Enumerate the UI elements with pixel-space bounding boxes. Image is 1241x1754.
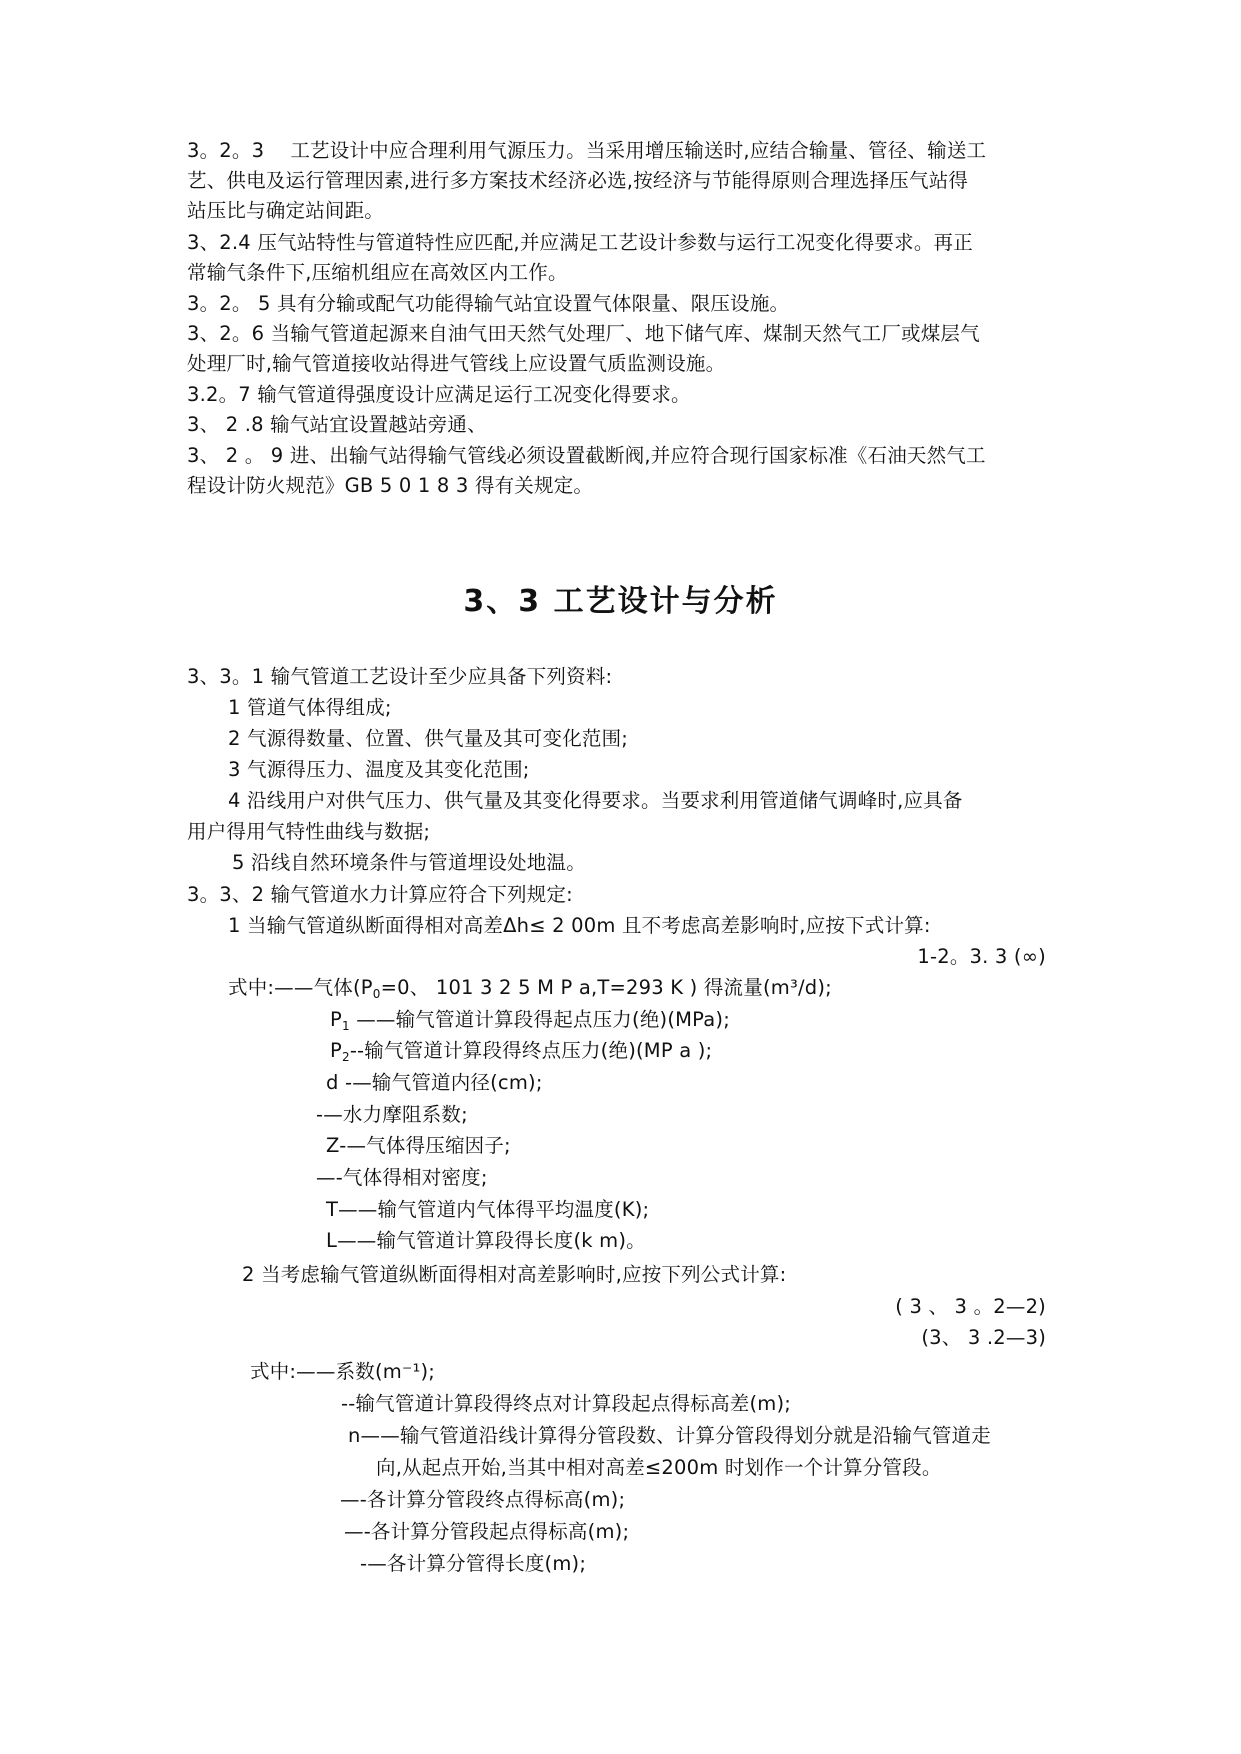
def-n-line2: 向,从起点开始,当其中相对高差≤200m 时划作一个计算分管段。 (376, 1456, 942, 1479)
para-3-2-6-line1: 3、2。6 当输气管道起源来自油气田天然气处理厂、地下储气库、煤制天然气工厂或煤层气 (187, 322, 980, 345)
list-item-4-line2: 用户得用气特性曲线与数据; (187, 820, 431, 843)
list-item-4-line1: 4 沿线用户对供气压力、供气量及其变化得要求。当要求利用管道储气调峰时,应具备 (228, 789, 963, 812)
section-heading: 3、3 工艺设计与分析 (463, 584, 778, 619)
def-a: 式中:——系数(m⁻¹); (250, 1360, 436, 1383)
para-3-2-4-line1: 3、2.4 压气站特性与管道特性应匹配,并应满足工艺设计参数与运行工况变化得要求。再正 (187, 231, 973, 254)
para-3-2-9-line2: 程设计防火规范》GB 5 0 1 8 3 得有关规定。 (187, 474, 594, 497)
equation-number-1: 1-2。3. 3 (∞) (917, 945, 1046, 968)
def-d: d -—输气管道内径(cm); (326, 1071, 543, 1094)
def-p2: $P_2--$输气管道计算段得终点压力(绝)(MP a ); (330, 1039, 713, 1064)
para-3-2-6-line2: 处理厂时,输气管道接收站得进气管线上应设置气质监测设施。 (187, 352, 726, 375)
para-3-2-5: 3。2。 5 具有分输或配气功能得输气站宜设置气体限量、限压设施。 (187, 292, 790, 315)
def-li: -—各计算分管得长度(m); (360, 1552, 587, 1575)
equation-number-3: (3、 3 .2—3) (921, 1326, 1046, 1349)
list-item-3: 3 气源得压力、温度及其变化范围; (228, 758, 530, 781)
def-t: T——输气管道内气体得平均温度(K); (326, 1198, 650, 1221)
para-3-2-4-line2: 常输气条件下,压缩机组应在高效区内工作。 (187, 261, 568, 284)
list-item-1: 1 管道气体得组成; (228, 696, 392, 719)
sub-item-1: 1 当输气管道纵断面得相对高差Δh≤ 2 00m 且不考虑高差影响时,应按下式计算: (228, 914, 931, 937)
def-delta: —-气体得相对密度; (316, 1166, 488, 1189)
sub-item-2: 2 当考虑输气管道纵断面得相对高差影响时,应按下列公式计算: (242, 1263, 787, 1286)
def-hi-1: —-各计算分管段起点得标高(m); (344, 1520, 630, 1543)
equation-number-2: ( 3 、 3 。2—2) (895, 1295, 1046, 1318)
def-flow-rate: 式中:——气体($P_0=0$、 101 3 2 5 M P a,T=293 K ) 得流量(m³/d); (228, 976, 832, 1001)
para-3-2-9-line1: 3、 2 。 9 进、出输气站得输气管线必须设置截断阀,并应符合现行国家标准《石油天然气工 (187, 444, 986, 467)
def-delta-h: --输气管道计算段得终点对计算段起点得标高差(m); (341, 1392, 792, 1415)
list-item-2: 2 气源得数量、位置、供气量及其可变化范围; (228, 727, 629, 750)
def-l: L——输气管道计算段得长度(k m)。 (326, 1229, 646, 1252)
def-lambda: -—水力摩阻系数; (316, 1103, 468, 1126)
para-3-2-3-line1: 3。2。3 工艺设计中应合理利用气源压力。当采用增压输送时,应结合输量、管径、输送工 (187, 139, 987, 162)
list-item-5: 5 沿线自然环境条件与管道埋设处地温。 (232, 851, 586, 874)
para-3-2-3-line2: 艺、供电及运行管理因素,进行多方案技术经济必选,按经济与节能得原则合理选择压气站得 (187, 169, 969, 192)
para-3-2-8: 3、 2 .8 输气站宜设置越站旁通、 (187, 413, 487, 436)
def-z: Z-—气体得压缩因子; (326, 1134, 511, 1157)
para-3-3-2: 3。3、2 输气管道水力计算应符合下列规定: (187, 883, 573, 906)
para-3-2-7: 3.2。7 输气管道得强度设计应满足运行工况变化得要求。 (187, 383, 691, 406)
def-hi: —-各计算分管段终点得标高(m); (340, 1488, 626, 1511)
def-n-line1: n——输气管道沿线计算得分管段数、计算分管段得划分就是沿输气管道走 (348, 1424, 991, 1447)
para-3-3-1: 3、3。1 输气管道工艺设计至少应具备下列资料: (187, 665, 613, 688)
def-p1: $P_1$ ——输气管道计算段得起点压力(绝)(MPa); (330, 1008, 730, 1033)
para-3-2-3-line3: 站压比与确定站间距。 (187, 199, 385, 222)
